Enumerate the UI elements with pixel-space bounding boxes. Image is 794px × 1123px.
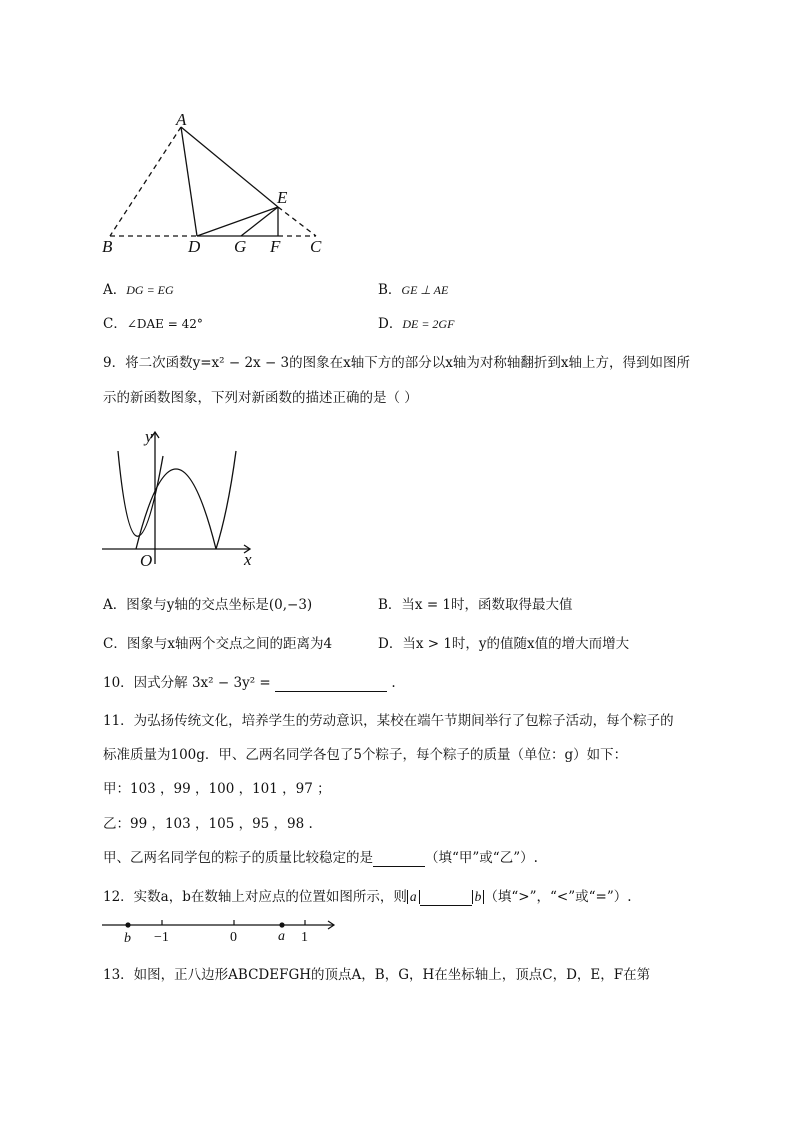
- label-F: F: [270, 237, 281, 256]
- label-B: B: [102, 237, 113, 256]
- q9-stem-line1: 9．将二次函数y=x² − 2x − 3的图象在x轴下方的部分以x轴为对称轴翻折到x轴上方，得到如图所: [103, 355, 690, 371]
- label-a: a: [278, 929, 285, 944]
- q9-option-b[interactable]: B．当x = 1时，函数取得最大值: [378, 597, 573, 613]
- q11-stem-line2: 标准质量为100g．甲、乙两名同学各包了5个粽子，每个粽子的质量（单位：g）如下：: [103, 747, 628, 763]
- abs-b: b: [472, 890, 485, 904]
- q8-option-a[interactable]: A．DG = EG: [103, 282, 174, 298]
- label-b: b: [124, 931, 131, 946]
- segment-GE: [241, 207, 278, 236]
- q11-question: 甲、乙两名同学包的粽子的质量比较稳定的是 （填“甲”或“乙”）.: [103, 850, 538, 866]
- segment-EC: [278, 207, 316, 236]
- label-one: 1: [301, 930, 308, 945]
- abs-a: a: [407, 890, 420, 904]
- number-line: [100, 914, 340, 946]
- flipped-arc: [136, 469, 216, 549]
- q12-stem: 12．实数a，b在数轴上对应点的位置如图所示，则 a b （填“>”，“<”或“=”）.: [103, 889, 632, 905]
- q12-answer-blank[interactable]: [420, 889, 472, 906]
- q9-option-d[interactable]: D．当x > 1时，y的值随x值的增大而增大: [378, 636, 630, 652]
- point-b: [125, 922, 130, 927]
- x-axis-label: x: [244, 550, 252, 569]
- q10-answer-blank[interactable]: [275, 675, 387, 692]
- label-G: G: [234, 237, 247, 256]
- label-D: D: [188, 237, 201, 256]
- segment-AE: [181, 127, 278, 207]
- q11-answer-blank[interactable]: [373, 850, 425, 867]
- q9-option-a[interactable]: A．图象与y轴的交点坐标是(0,−3): [103, 597, 313, 613]
- triangle-figure: [98, 108, 338, 258]
- y-axis-label: y: [145, 427, 153, 446]
- label-E: E: [277, 188, 288, 207]
- q8-option-d[interactable]: D．DE = 2GF: [378, 316, 455, 332]
- parabola-figure: [98, 422, 268, 572]
- q13-stem-line1: 13．如图，正八边形ABCDEFGH的顶点A，B，G，H在坐标轴上，顶点C，D，E，F在第: [103, 967, 651, 983]
- label-A: A: [176, 110, 187, 129]
- q11-stem-line1: 11．为弘扬传统文化，培养学生的劳动意识，某校在端午节期间举行了包粽子活动，每个粽子的: [103, 713, 674, 729]
- segment-DE: [197, 207, 278, 236]
- segment-AD: [181, 127, 197, 236]
- label-zero: 0: [230, 930, 237, 945]
- q11-yi-data: 乙：99 ，103 ，105 ，95 ，98 .: [103, 816, 313, 832]
- origin-label: O: [140, 551, 153, 570]
- q8-option-c[interactable]: C．∠DAE = 42°: [103, 316, 203, 332]
- left-branch: [118, 451, 163, 536]
- point-a: [279, 922, 284, 927]
- q8-option-b[interactable]: B．GE ⊥ AE: [378, 282, 449, 298]
- label-C: C: [310, 237, 322, 256]
- q9-stem-line2: 示的新函数图象，下列对新函数的描述正确的是（ ）: [103, 390, 418, 406]
- q10-line: 10．因式分解 3x² − 3y² = .: [103, 675, 396, 691]
- right-branch: [216, 451, 236, 549]
- label-minus-one: −1: [154, 930, 169, 945]
- q9-option-c[interactable]: C．图象与x轴两个交点之间的距离为4: [103, 636, 333, 652]
- q11-jia-data: 甲：103 ，99 ，100 ，101 ，97 ；: [103, 781, 331, 797]
- segment-AB: [110, 127, 181, 236]
